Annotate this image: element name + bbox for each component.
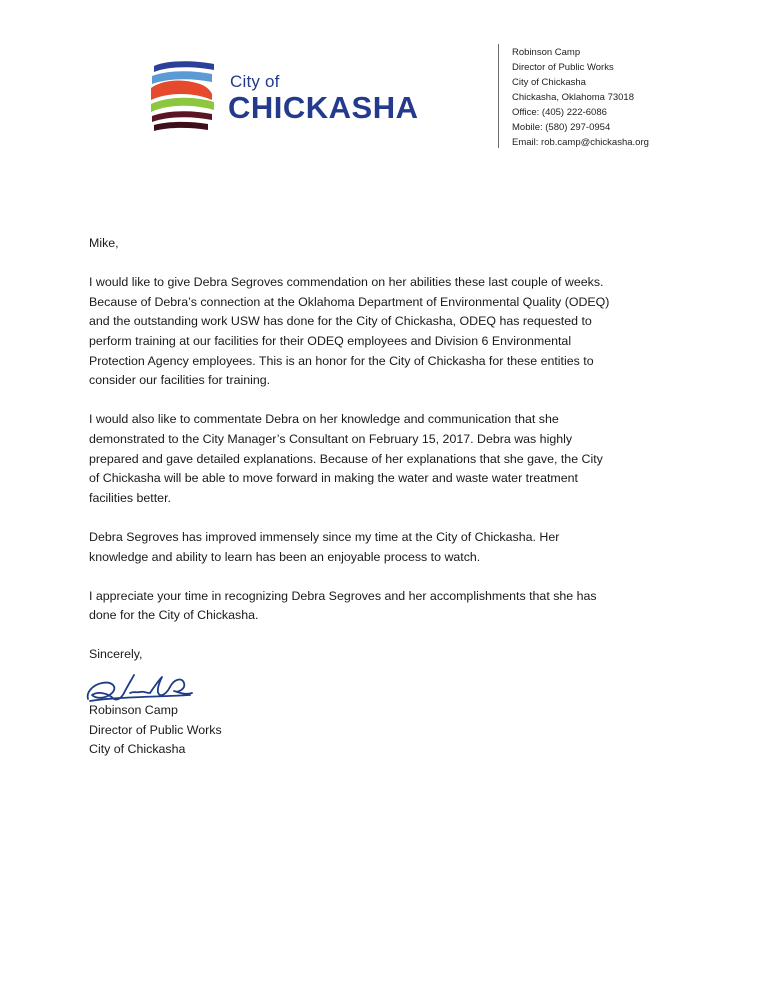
paragraph-line: facilities better. (89, 490, 171, 505)
paragraph-improvement (89, 528, 669, 567)
paragraph-line: Debra Segroves has improved immensely since my time at the City of Chickasha. Her (89, 529, 560, 544)
letter-body (89, 234, 669, 760)
salutation: Mike, (89, 236, 119, 250)
contact-address: Chickasha, Oklahoma 73018 (512, 92, 634, 103)
paragraph-line: Because of Debra’s connection at the Oklahoma Department of Environmental Quality (ODEQ) (89, 294, 610, 309)
contact-mobile-phone: Mobile: (580) 297-0954 (512, 122, 611, 133)
paragraph-commendation (89, 273, 669, 391)
paragraph-line: perform training at our facilities for their ODEQ employees and Division 6 Environmental (89, 333, 572, 348)
paragraph-line: prepared and gave detailed explanations. Because of her explanations that she gave, the City (89, 451, 603, 466)
paragraph-line: done for the City of Chickasha. (89, 608, 259, 623)
letterhead-divider (498, 44, 499, 148)
contact-name: Robinson Camp (512, 47, 581, 58)
contact-organization: City of Chickasha (512, 77, 586, 88)
paragraph-line: demonstrated to the City Manager’s Consultant on February 15, 2017. Debra was highly (89, 431, 573, 446)
contact-office-phone: Office: (405) 222-6086 (512, 107, 607, 118)
paragraph-line: I would also like to commentate Debra on her knowledge and communication that she (89, 412, 559, 427)
paragraph-line: and the outstanding work USW has done for the City of Chickasha, ODEQ has requested to (89, 314, 592, 329)
paragraph-communication (89, 410, 669, 508)
signer-organization: City of Chickasha (89, 742, 186, 757)
paragraph-line: consider our facilities for training. (89, 373, 271, 388)
signature-block (89, 701, 669, 760)
contact-title: Director of Public Works (512, 62, 614, 73)
paragraph-line: I appreciate your time in recognizing Debra Segroves and her accomplishments that she has (89, 588, 597, 603)
paragraph-line: of Chickasha will be able to move forward in making the water and waste water treatment (89, 471, 578, 486)
signer-name: Robinson Camp (89, 703, 178, 718)
contact-email: Email: rob.camp@chickasha.org (512, 137, 649, 148)
paragraph-appreciation (89, 587, 669, 626)
logo-chickasha-text: CHICKASHA (228, 90, 419, 125)
paragraph-line: knowledge and ability to learn has been an enjoyable process to watch. (89, 549, 481, 564)
city-logo (148, 58, 448, 138)
logo-city-of-text: City of (230, 72, 280, 91)
paragraph-line: I would like to give Debra Segroves commendation on her abilities these last couple of weeks. (89, 275, 604, 290)
closing: Sincerely, (89, 647, 143, 662)
contact-block (512, 45, 649, 150)
city-logo-mark-icon (148, 58, 220, 138)
paragraph-line: Protection Agency employees. This is an honor for the City of Chickasha for these entities to (89, 353, 594, 368)
signer-title: Director of Public Works (89, 722, 222, 737)
